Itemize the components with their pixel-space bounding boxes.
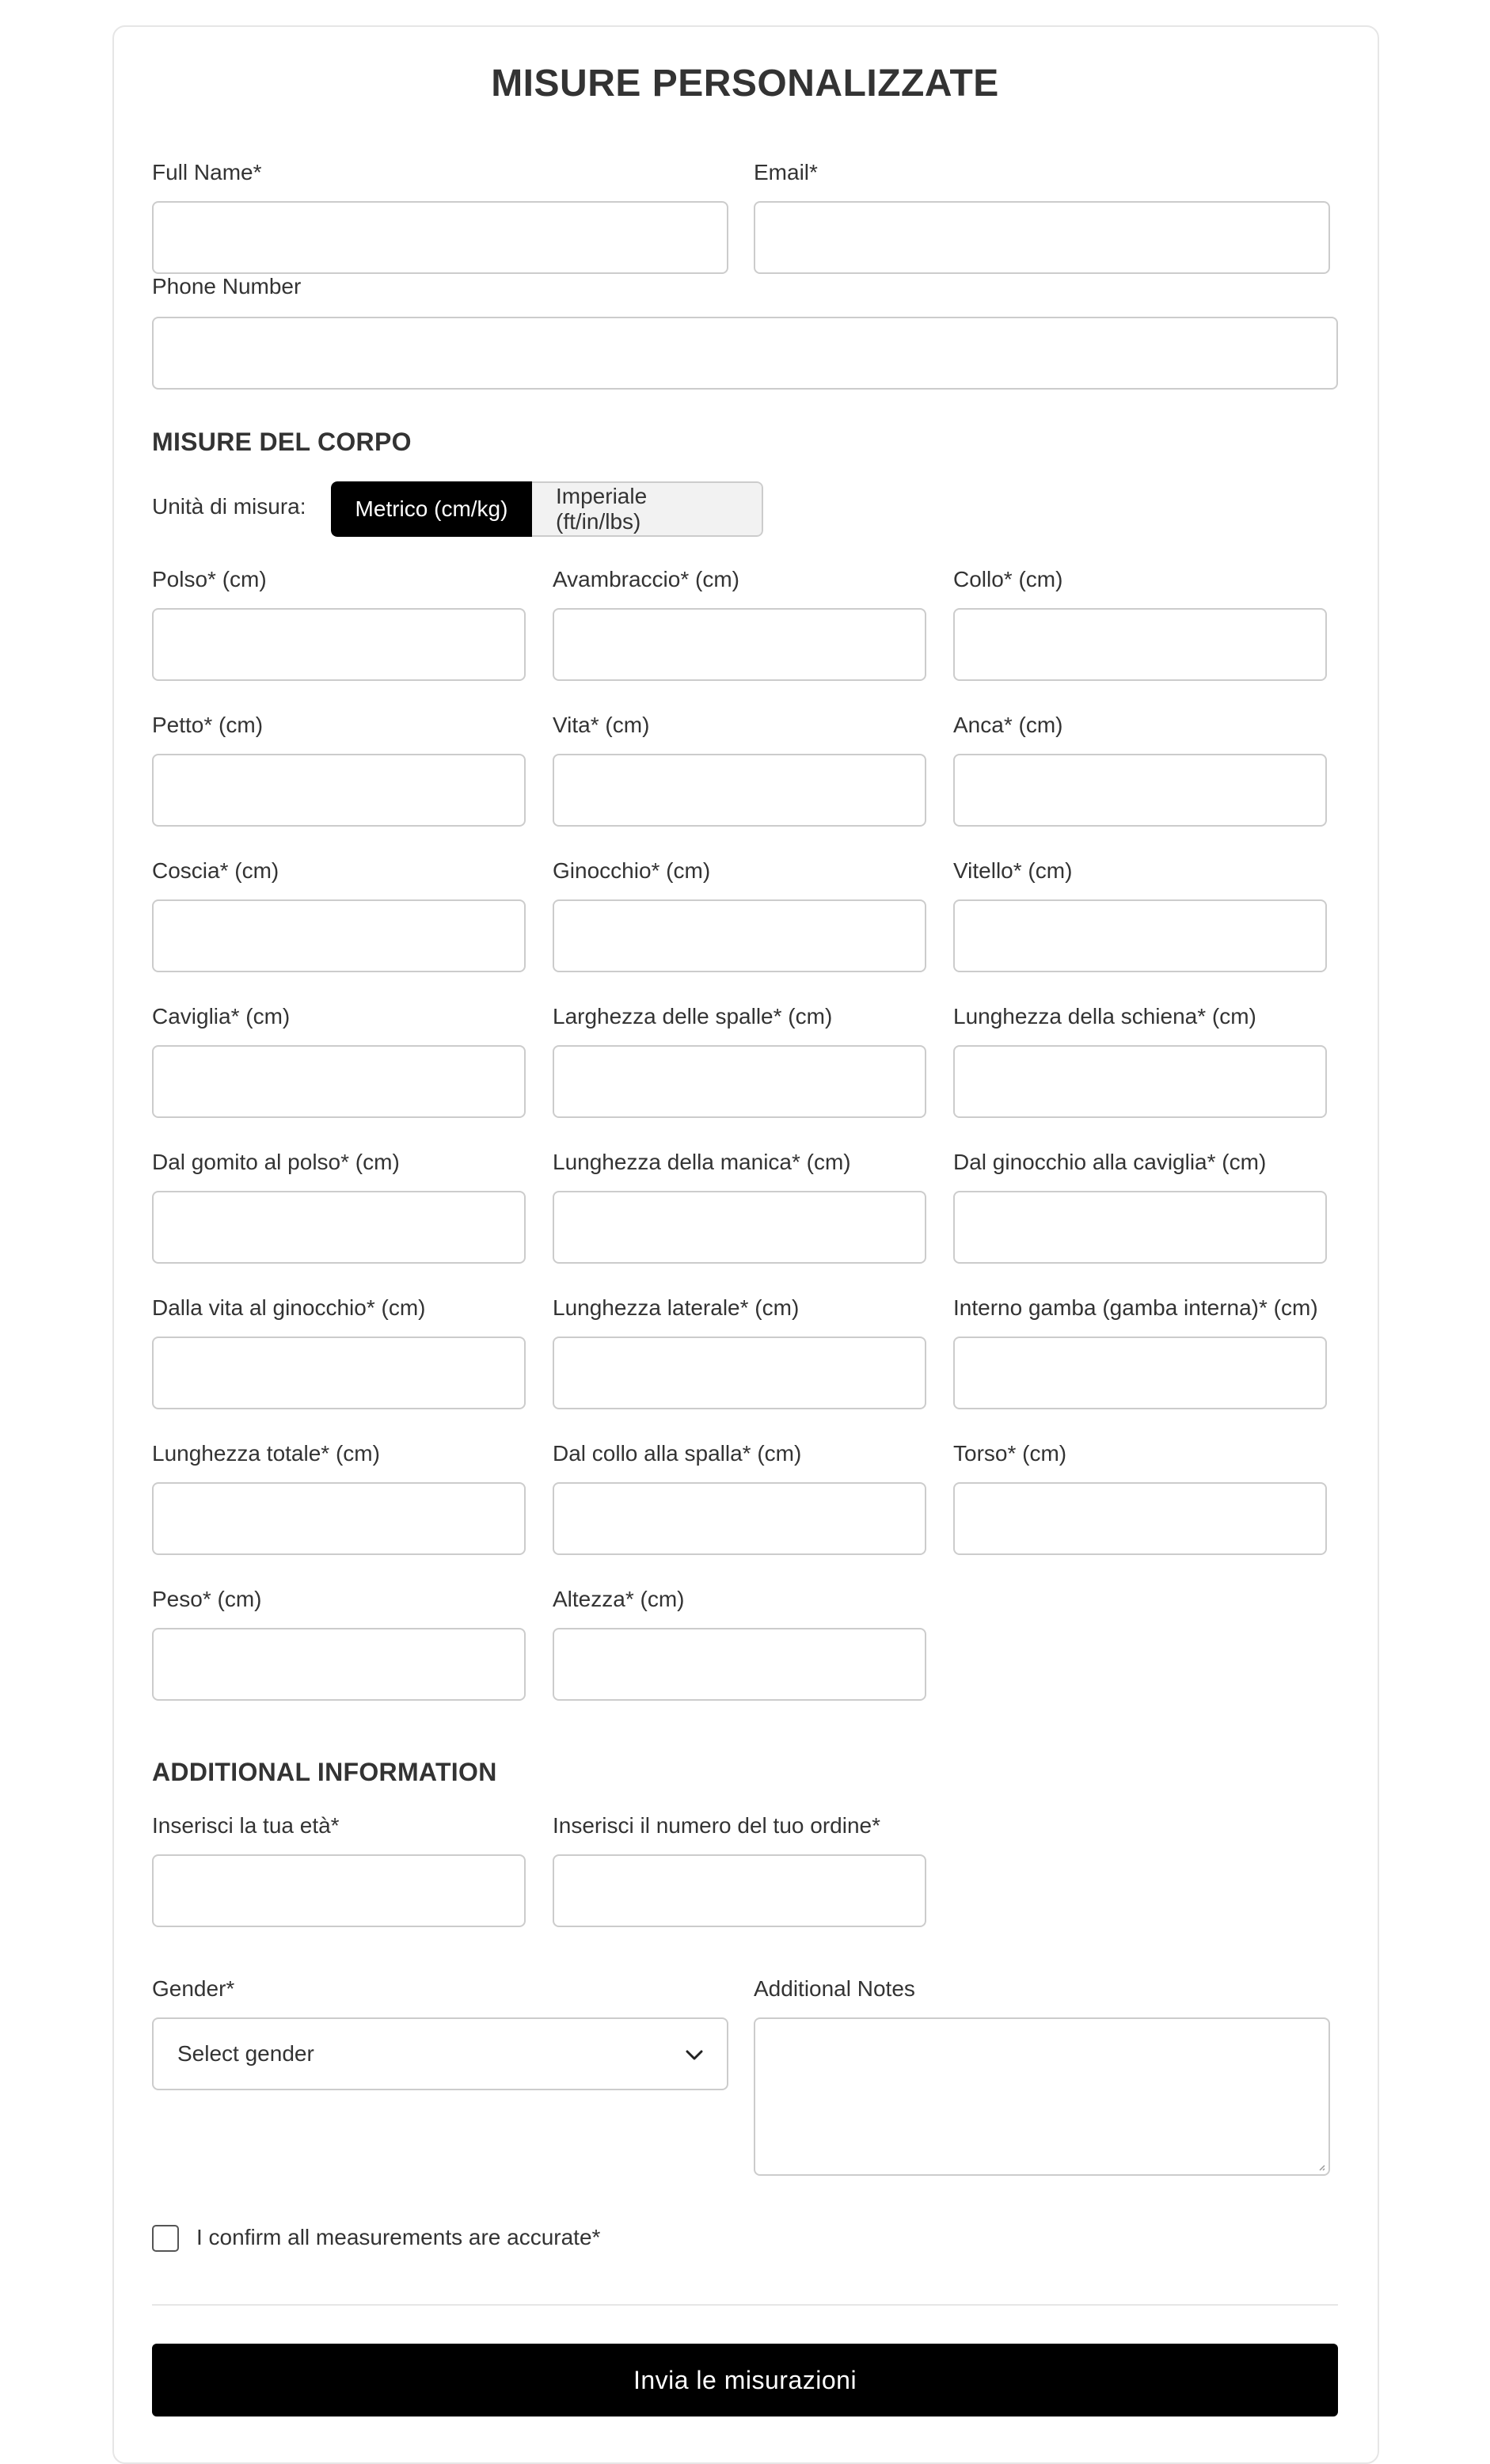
waist-to-knee-input[interactable] [152,1337,526,1409]
neck-input[interactable] [953,608,1327,681]
chest-input[interactable] [152,754,526,827]
confirm-label: I confirm all measurements are accurate* [196,2225,601,2249]
field-label: Dal ginocchio alla caviglia* (cm) [953,1150,1267,1174]
confirm-checkbox[interactable] [152,2225,179,2252]
knee-input[interactable] [553,899,926,972]
height-input[interactable] [553,1628,926,1701]
field-label: Dal gomito al polso* (cm) [152,1150,400,1174]
unit-imperial-button[interactable]: Imperiale (ft/in/lbs) [532,481,763,537]
field-label: Polso* (cm) [152,567,267,591]
order-number-input[interactable] [553,1854,926,1927]
divider [152,2304,1338,2306]
side-length-input[interactable] [553,1337,926,1409]
field-label: Peso* (cm) [152,1587,262,1611]
field-label: Anca* (cm) [953,713,1063,737]
resize-grip-icon[interactable] [1317,2163,1325,2171]
gender-select[interactable] [152,2017,728,2090]
phone-input[interactable] [152,317,1338,390]
field-label: Collo* (cm) [953,567,1063,591]
age-label: Inserisci la tua età* [152,1813,340,1838]
calf-input[interactable] [953,899,1327,972]
field-label: Altezza* (cm) [553,1587,685,1611]
field-label: Torso* (cm) [953,1441,1067,1466]
field-label: Avambraccio* (cm) [553,567,739,591]
order-number-label: Inserisci il numero del tuo ordine* [553,1813,880,1838]
body-measurements-heading: MISURE DEL CORPO [152,428,412,456]
sleeve-length-input[interactable] [553,1191,926,1264]
full-name-input[interactable] [152,201,728,274]
inseam-input[interactable] [953,1337,1327,1409]
field-label: Dalla vita al ginocchio* (cm) [152,1295,426,1320]
torso-input[interactable] [953,1482,1327,1555]
field-label: Coscia* (cm) [152,858,279,883]
field-label: Petto* (cm) [152,713,264,737]
phone-label: Phone Number [152,274,302,298]
submit-button[interactable]: Invia le misurazioni [152,2344,1338,2416]
field-label: Dal collo alla spalla* (cm) [553,1441,802,1466]
unit-metric-button[interactable]: Metrico (cm/kg) [331,481,532,537]
neck-to-shoulder-input[interactable] [553,1482,926,1555]
notes-label: Additional Notes [754,1976,915,2001]
field-label: Lunghezza totale* (cm) [152,1441,380,1466]
gender-label: Gender* [152,1976,235,2001]
field-label: Interno gamba (gamba interna)* (cm) [953,1295,1318,1320]
email-input[interactable] [754,201,1330,274]
chevron-down-icon [686,2041,703,2067]
weight-input[interactable] [152,1628,526,1701]
field-label: Vitello* (cm) [953,858,1073,883]
field-label: Caviglia* (cm) [152,1004,291,1029]
knee-to-ankle-input[interactable] [953,1191,1327,1264]
field-label: Lunghezza della schiena* (cm) [953,1004,1256,1029]
unit-toggle [331,481,763,537]
total-length-input[interactable] [152,1482,526,1555]
thigh-input[interactable] [152,899,526,972]
forearm-input[interactable] [553,608,926,681]
field-label: Larghezza delle spalle* (cm) [553,1004,833,1029]
back-length-input[interactable] [953,1045,1327,1118]
email-label: Email* [754,160,818,184]
unit-label: Unità di misura: [152,494,306,519]
wrist-input[interactable] [152,608,526,681]
field-label: Lunghezza della manica* (cm) [553,1150,851,1174]
shoulder-width-input[interactable] [553,1045,926,1118]
page-title: MISURE PERSONALIZZATE [491,63,999,105]
field-label: Lunghezza laterale* (cm) [553,1295,800,1320]
full-name-label: Full Name* [152,160,262,184]
gender-select-value: Select gender [177,2041,314,2066]
hip-input[interactable] [953,754,1327,827]
elbow-to-wrist-input[interactable] [152,1191,526,1264]
notes-textarea[interactable] [754,2017,1330,2176]
field-label: Vita* (cm) [553,713,650,737]
additional-info-heading: ADDITIONAL INFORMATION [152,1758,497,1786]
age-input[interactable] [152,1854,526,1927]
ankle-input[interactable] [152,1045,526,1118]
field-label: Ginocchio* (cm) [553,858,711,883]
waist-input[interactable] [553,754,926,827]
